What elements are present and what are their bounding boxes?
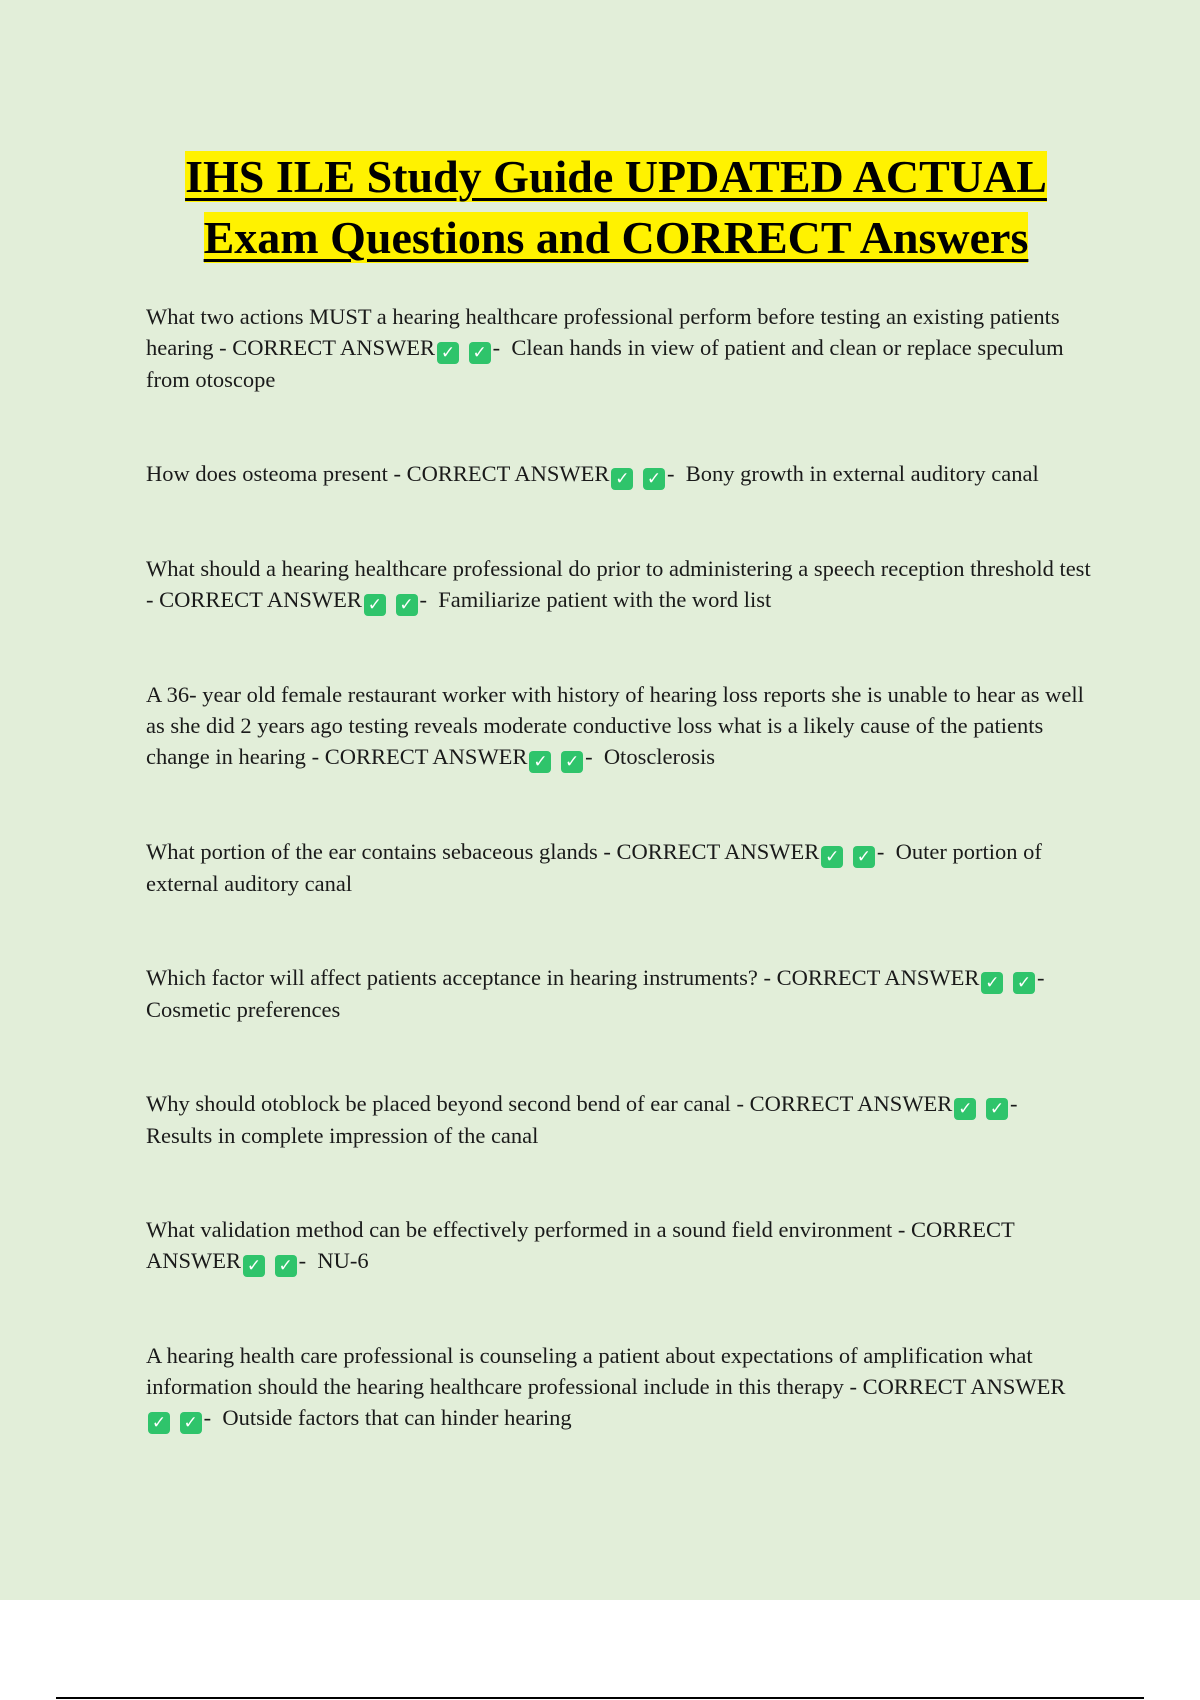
check-mark-icon: ✓ [364,594,386,616]
check-mark-icon: ✓ [1013,972,1035,994]
check-mark-icon: ✓ [986,1098,1008,1120]
qa-item: What two actions MUST a hearing healthcare professional perform before testing an existing patients hearing - CORRECT ANSWER ✓ ✓ - Clean hands in view of patient and clean or replace speculum from otoscope [146,303,1064,392]
qa-item: What validation method can be effectively performed in a sound field environment - CORRECT ANSWER ✓ ✓ - NU-6 [146,1216,1015,1276]
check-mark-icon: ✓ [954,1098,976,1120]
title-line-2: Exam Questions and CORRECT Answers [203,212,1029,263]
question-text: Which factor will affect patients acceptance in hearing instruments? [146,964,758,990]
answer-text: Outside factors that can hinder hearing [222,1404,572,1430]
answer-text: Results in complete impression of the canal [146,1122,539,1148]
check-mark-icon: ✓ [853,846,875,868]
answer-text: NU-6 [317,1247,369,1273]
check-mark-icon: ✓ [243,1255,265,1277]
check-mark-icon: ✓ [180,1412,202,1434]
qa-item: Why should otoblock be placed beyond second bend of ear canal - CORRECT ANSWER ✓ ✓ - Results in complete impression of the canal [146,1090,1024,1148]
qa-list [146,278,1091,1497]
answer-label: CORRECT ANSWER [862,1373,1066,1399]
question-text: What portion of the ear contains sebaceous glands [146,838,598,864]
answer-text: Outer portion of external auditory canal [146,838,1042,896]
answer-text: Cosmetic preferences [146,996,341,1022]
qa-item: A hearing health care professional is counseling a patient about expectations of amplification what information should the hearing healthcare professional include in this therapy - CORRECT ANSWER✓ ✓ - Outside factors that can hinder hearing [146,1342,1066,1433]
qa-item: What should a hearing healthcare professional do prior to administering a speech reception threshold test - CORRECT ANSWER ✓ ✓ - Familiarize patient with the word list [146,555,1091,615]
question-text: A hearing health care professional is counseling a patient about expectations of amplification what information should the hearing healthcare professional include in this therapy [146,1342,1033,1399]
check-mark-icon: ✓ [821,846,843,868]
question-text: How does osteoma present [146,460,388,486]
question-text: A 36- year old female restaurant worker with history of hearing loss reports she is unable to hear as well as she did 2 years ago testing reveals moderate conductive loss what is a likely cause of the patients change in hearing [146,681,1084,769]
qa-item: How does osteoma present - CORRECT ANSWER ✓ ✓ - Bony growth in external auditory canal [146,460,1039,489]
question-text: What should a hearing healthcare professional do prior to administering a speech reception threshold test [146,555,1091,581]
answer-text: Clean hands in view of patient and clean or replace speculum from otoscope [146,334,1064,392]
answer-text: Familiarize patient with the word list [438,586,772,612]
answer-label: CORRECT ANSWER [616,838,820,864]
check-mark-icon: ✓ [981,972,1003,994]
check-mark-icon: ✓ [611,468,633,490]
answer-label: CORRECT ANSWER [232,334,435,360]
title-line-1: IHS ILE Study Guide UPDATED ACTUAL [185,151,1047,202]
answer-text: Otosclerosis [603,743,716,769]
answer-label: CORRECT ANSWER [159,586,362,612]
answer-label: CORRECT ANSWER [776,964,980,990]
check-mark-icon: ✓ [275,1255,297,1277]
answer-label: CORRECT ANSWER [406,460,610,486]
check-mark-icon: ✓ [561,751,583,773]
check-mark-icon: ✓ [396,594,418,616]
answer-text: Bony growth in external auditory canal [685,460,1039,486]
check-mark-icon: ✓ [529,751,551,773]
qa-item: Which factor will affect patients acceptance in hearing instruments? - CORRECT ANSWER ✓ ✓ - Cosmetic preferences [146,964,1051,1022]
question-text: What two actions MUST a hearing healthcare professional perform before testing an existing patients hearing [146,303,1060,360]
answer-label: CORRECT ANSWER [324,743,528,769]
check-mark-icon: ✓ [643,468,665,490]
qa-item: What portion of the ear contains sebaceous glands - CORRECT ANSWER ✓ ✓ - Outer portion of external auditory canal [146,838,1042,896]
question-text: Why should otoblock be placed beyond second bend of ear canal [146,1090,731,1116]
qa-item: A 36- year old female restaurant worker with history of hearing loss reports she is unable to hear as well as she did 2 years ago testing reveals moderate conductive loss what is a likely cause of the patients change in hearing - CORRECT ANSWER ✓ ✓ - Otosclerosis [146,681,1084,772]
check-mark-icon: ✓ [469,342,491,364]
answer-label: CORRECT ANSWER [146,1216,1015,1273]
check-mark-icon: ✓ [437,342,459,364]
check-mark-icon: ✓ [148,1412,170,1434]
question-text: What validation method can be effectively performed in a sound field environment [146,1216,893,1242]
answer-label: CORRECT ANSWER [749,1090,953,1116]
footer-divider [56,1697,1144,1699]
document-title [60,146,1172,268]
